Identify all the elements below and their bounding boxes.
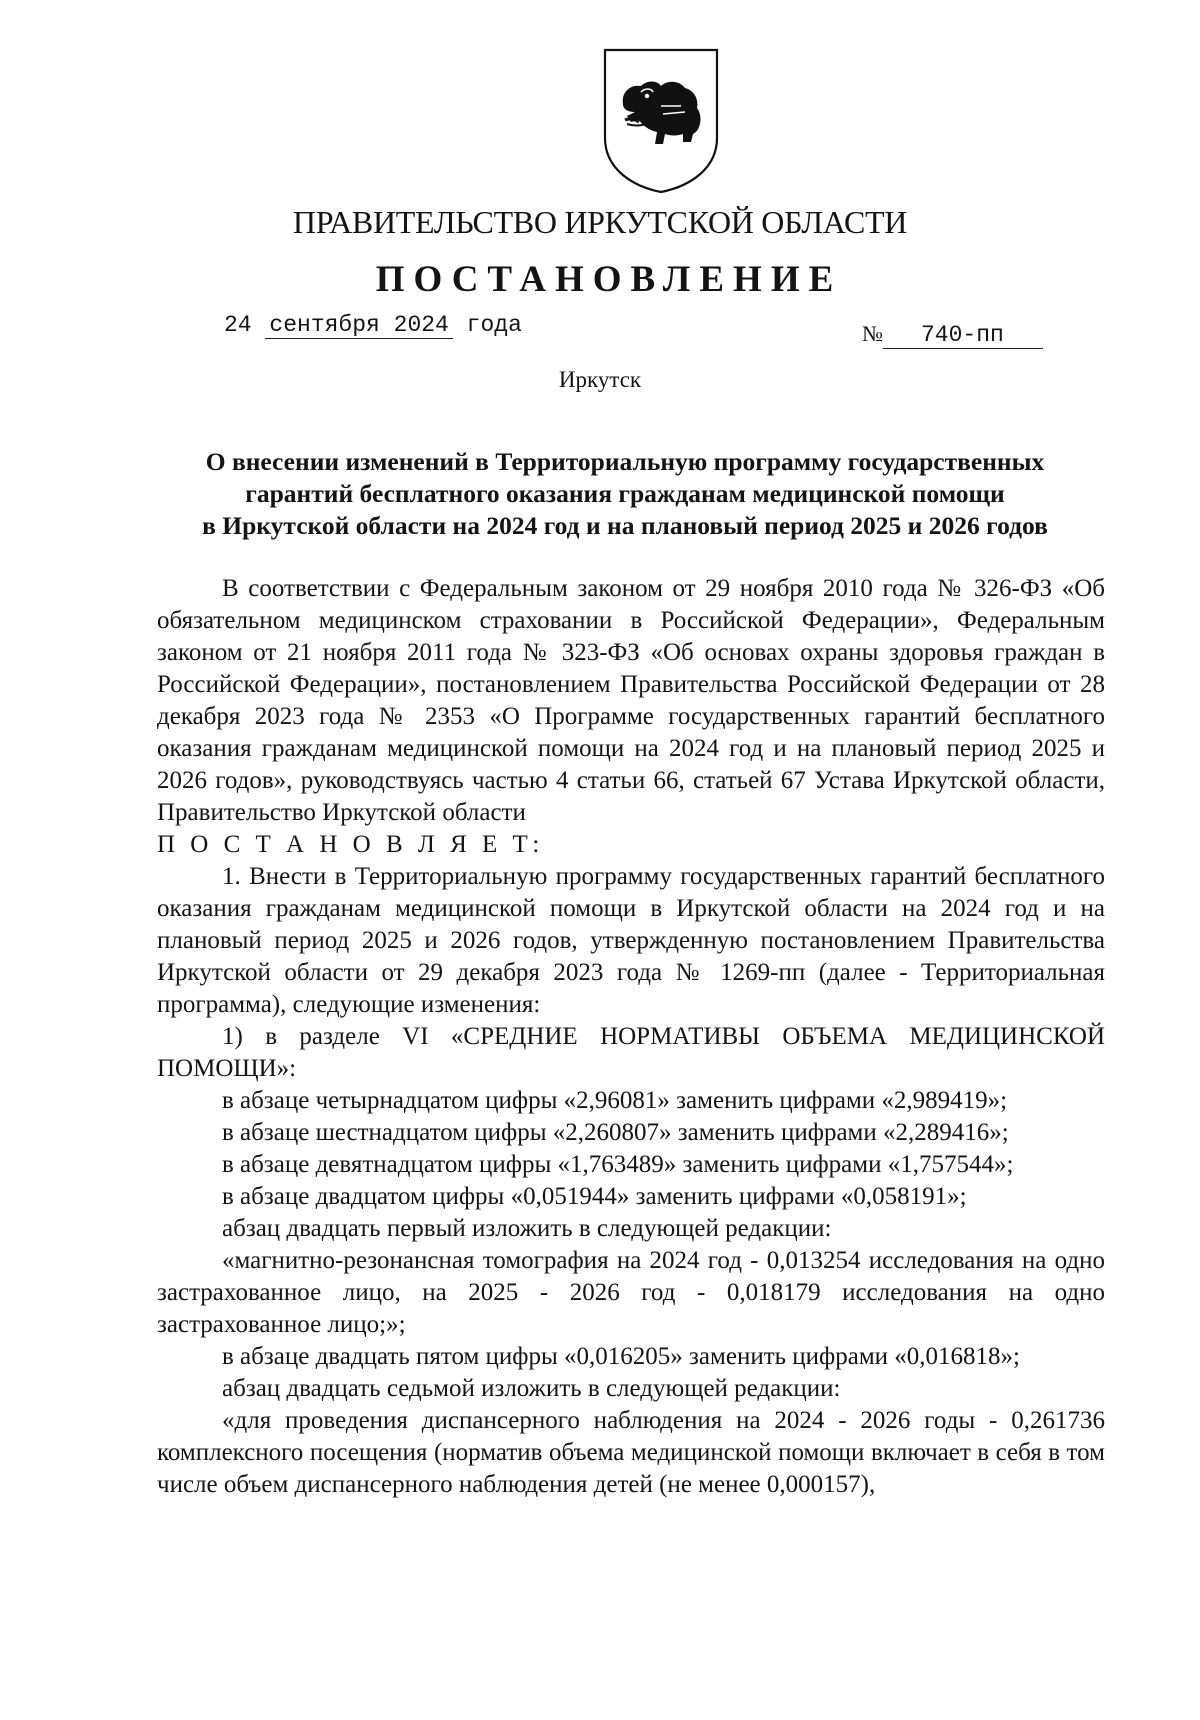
document-number — [862, 321, 1043, 349]
item-1-paragraph: 1. Внести в Территориальную программу государственных гарантий бесплатного оказания гражданам медицинской помощи в Иркутской области на 2024 год и на плановый период 2025 и 2026 годов, утвержденную постановлением Правительства Иркутской области от 29 декабря 2023 года № 1269-пп (далее - Территориальная программа), следующие изменения: — [157, 863, 1105, 1018]
date-suffix: года — [466, 312, 522, 338]
number-sign: № — [862, 321, 883, 346]
government-title: ПРАВИТЕЛЬСТВО ИРКУТСКОЙ ОБЛАСТИ — [292, 204, 908, 240]
date-month-year: сентября 2024 — [265, 312, 452, 339]
subject-line: в Иркутской области на 2024 год и на плановый период 2025 и 2026 годов — [202, 511, 1048, 540]
subitem-1-paragraph: 1) в разделе VI «СРЕДНИЕ НОРМАТИВЫ ОБЪЕМА МЕДИЦИНСКОЙ ПОМОЩИ»: — [157, 1023, 1105, 1082]
change-paragraph: в абзаце двадцать пятом цифры «0,016205» заменить цифрами «0,016818»; — [222, 1343, 1020, 1370]
subject-line: О внесении изменений в Территориальную программу государственных — [205, 447, 1045, 476]
change-paragraph: абзац двадцать первый изложить в следующей редакции: — [222, 1215, 832, 1242]
preamble-paragraph: В соответствии с Федеральным законом от 29 ноября 2010 года № 326-ФЗ «Об обязательном медицинском страховании в Российской Федерации», Федеральным законом от 21 ноября 2011 года № 323-ФЗ «Об основах охраны здоровья граждан в Российской Федерации», постановлением Правительства Российской Федерации от 28 декабря 2023 года № 2353 «О Программе государственных гарантий бесплатного оказания гражданам медицинской помощи на 2024 год и на плановый период 2025 и 2026 годов», руководствуясь частью 4 статьи 66, статьей 67 Устава Иркутской области, Правительство Иркутской области — [157, 575, 1105, 826]
change-paragraph: абзац двадцать седьмой изложить в следующей редакции: — [222, 1375, 841, 1402]
subject-line: гарантий бесплатного оказания гражданам медицинской помощи — [245, 479, 1005, 508]
quote-paragraph: «для проведения диспансерного наблюдения на 2024 - 2026 годы - 0,261736 комплексного посещения (норматив объема медицинской помощи включает в себя в том числе объем диспансерного наблюдения детей (не менее 0,000157), — [157, 1407, 1105, 1498]
document-body — [157, 573, 1105, 1501]
city: Иркутск — [558, 367, 642, 392]
resolves-heading: П О С Т А Н О В Л Я Е Т: — [157, 831, 544, 858]
change-paragraph: в абзаце двадцатом цифры «0,051944» заменить цифрами «0,058191»; — [222, 1183, 967, 1210]
date-day: 24 — [224, 312, 252, 338]
change-paragraph: в абзаце шестнадцатом цифры «2,260807» заменить цифрами «2,289416»; — [222, 1119, 1009, 1146]
change-paragraph: в абзаце девятнадцатом цифры «1,763489» заменить цифрами «1,757544»; — [222, 1151, 1014, 1178]
document-type: ПОСТАНОВЛЕНИЕ — [375, 259, 843, 300]
quote-paragraph: «магнитно-резонансная томография на 2024 год - 0,013254 исследования на одно застрахованное лицо, на 2025 - 2026 год - 0,018179 исследования на одно застрахованное лицо;»; — [157, 1247, 1105, 1338]
change-paragraph: в абзаце четырнадцатом цифры «2,96081» заменить цифрами «2,989419»; — [222, 1087, 1008, 1114]
document-subject — [150, 446, 1100, 542]
document-date — [224, 312, 522, 339]
irkutsk-coat-of-arms-icon — [601, 46, 721, 194]
number-value: 740-пп — [883, 322, 1043, 349]
